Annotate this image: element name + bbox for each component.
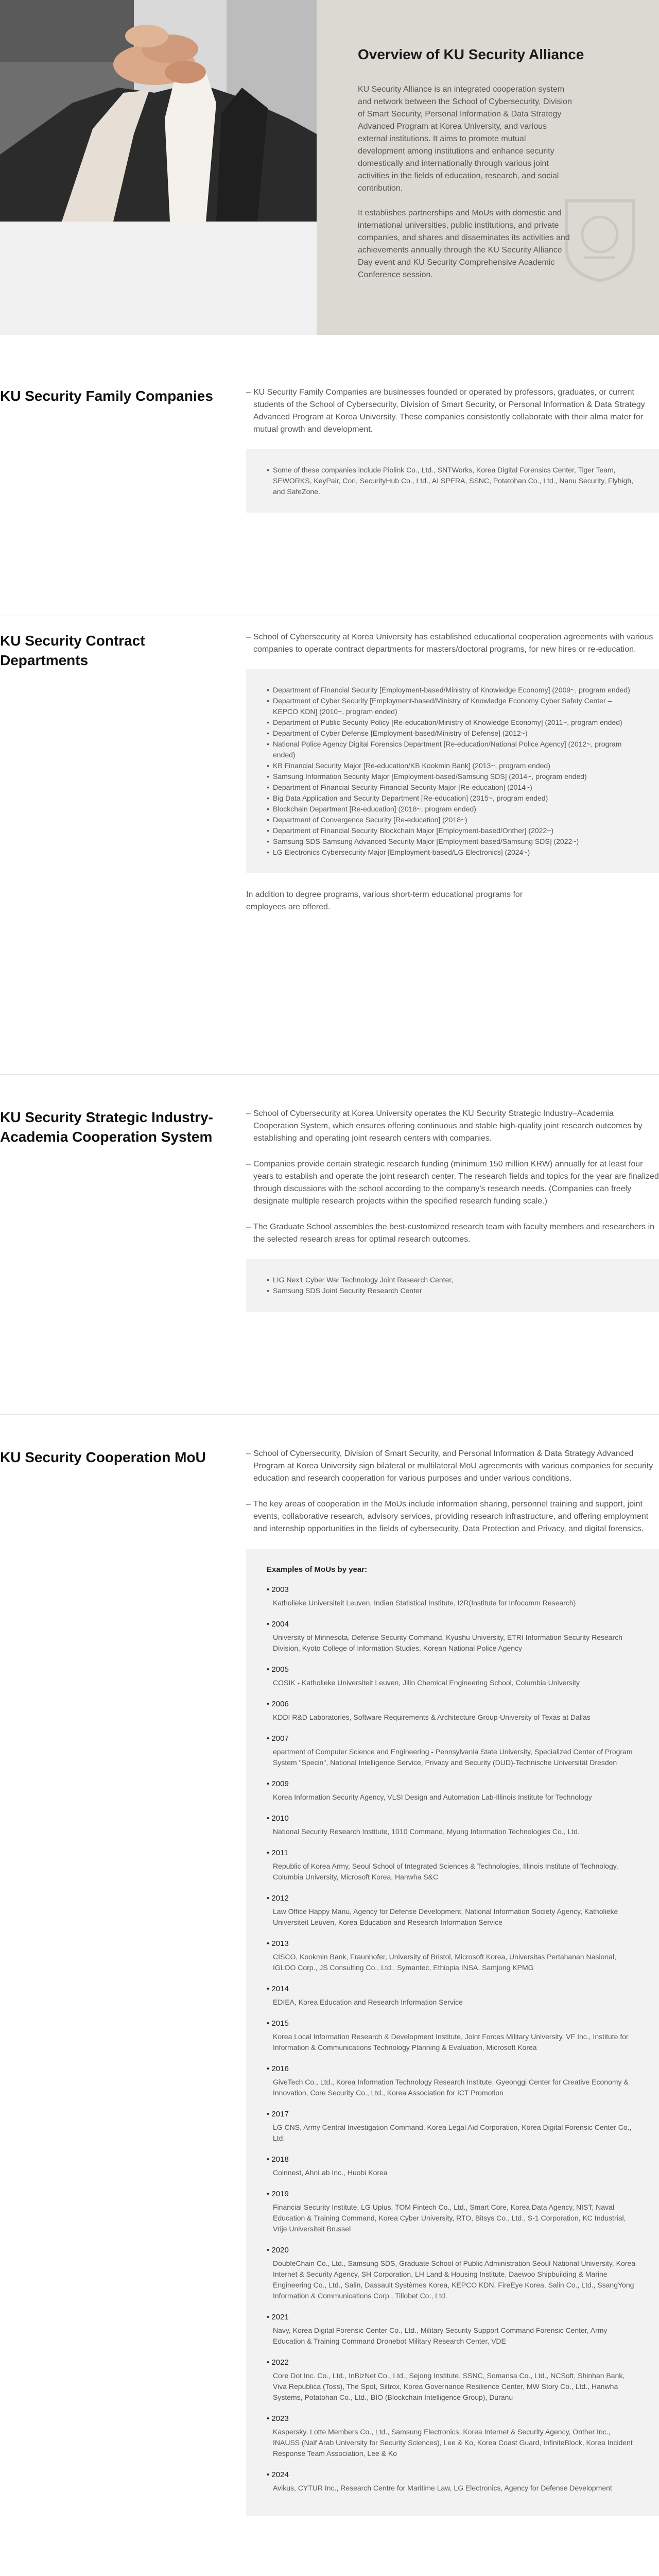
mou-examples-box — [246, 1549, 659, 2516]
mou-year: • 2022 — [267, 2357, 638, 2368]
contract-department-item: • Department of Public Security Policy [Re-education/Ministry of Knowledge Economy] (2011~, program ended) — [267, 717, 638, 728]
mou-year: • 2023 — [267, 2413, 638, 2424]
overview-paragraph-1: KU Security Alliance is an integrated cooperation system and network between the School of Cybersecurity, Division of Smart Security, Personal Information & Data Strategy Advanced Program at Korea University, and various external institutions. It aims to promote mutual development among institutions and enhance security domestically and internationally through various joint activities in the fields of education, research, and social contribution. — [358, 85, 572, 193]
mou-partners: University of Minnesota, Defense Security Command, Kyushu University, ETRI Information Security Research Division, Kyoto College of Information Studies, Korean National Police Agency — [273, 1633, 622, 1652]
mou-partners: Katholieke Universiteit Leuven, Indian Statistical Institute, I2R(Institute for Infocomm Research) — [273, 1599, 576, 1607]
mou-year-block — [267, 1848, 638, 1883]
mou-partners: EDIEA, Korea Education and Research Information Service — [273, 1998, 463, 2006]
industry-academia-title: KU Security Strategic Industry-Academia Cooperation System — [0, 1109, 213, 1145]
mou-year: • 2017 — [267, 2109, 638, 2120]
mou-year: • 2021 — [267, 2312, 638, 2323]
mou-year-block — [267, 2245, 638, 2301]
mou-year: • 2013 — [267, 1938, 638, 1949]
contract-department-item: • KB Financial Security Major [Re-education/KB Kookmin Bank] (2013~, program ended) — [267, 760, 638, 771]
mou-year-block — [267, 1938, 638, 1973]
family-companies-box — [246, 449, 659, 513]
mou-year: • 2018 — [267, 2154, 638, 2165]
hero-hands-photo — [0, 0, 317, 222]
mou-partners: Coinnest, AhnLab Inc., Huobi Korea — [273, 2168, 388, 2177]
mou-year-block — [267, 2109, 638, 2144]
mou-year-block — [267, 1584, 638, 1608]
joint-research-center-item: • LIG Nex1 Cyber War Technology Joint Research Center, — [267, 1275, 638, 1285]
mou-partners: COSIK - Katholieke Universiteit Leuven, Jilin Chemical Engineering School, Columbia University — [273, 1679, 580, 1687]
mou-year-block — [267, 1813, 638, 1837]
mou-year-block — [267, 2018, 638, 2053]
mou-year: • 2007 — [267, 1733, 638, 1744]
contract-department-item: • Samsung Information Security Major [Employment-based/Samsung SDS] (2014~, program ended) — [267, 771, 638, 782]
contract-department-item: • Department of Financial Security Financial Security Major [Re-education] (2014~) — [267, 782, 638, 793]
mou-year: • 2024 — [267, 2469, 638, 2480]
mou-year: • 2010 — [267, 1813, 638, 1824]
mou-year: • 2006 — [267, 1699, 638, 1709]
mou-year: • 2015 — [267, 2018, 638, 2029]
mou-year-block — [267, 1699, 638, 1723]
mou-partners: Korea Information Security Agency, VLSI Design and Automation Lab-Illinois Institute for Technology — [273, 1793, 592, 1801]
mou-year: • 2005 — [267, 1664, 638, 1675]
mou-partners: Navy, Korea Digital Forensic Center Co., Ltd., Military Security Support Command Forensic Center, Army Education & Training Command Dronebot Military Research Center, VDE — [273, 2326, 608, 2345]
contract-departments-box — [246, 669, 659, 873]
mou-year-block — [267, 1984, 638, 2008]
contract-department-item: • Department of Financial Security [Employment-based/Ministry of Knowledge Economy] (2009~, program ended) — [267, 685, 638, 696]
mou-year: • 2020 — [267, 2245, 638, 2256]
joint-research-center-item: • Samsung SDS Joint Security Research Center — [267, 1285, 638, 1296]
family-companies-description: – KU Security Family Companies are businesses founded or operated by professors, graduates, or current students of the School of Cybersecurity, Division of Smart Security, or Personal Information & Data Strategy Advanced Program at Korea University. These companies consistently collaborate with their alma mater for mutual growth and development. — [246, 386, 659, 436]
mou-partners: LG CNS, Army Central Investigation Command, Korea Legal Aid Corporation, Korea Digital Forensic Center Co., Ltd. — [273, 2123, 632, 2142]
mou-examples-heading: Examples of MoUs by year: — [267, 1565, 368, 1574]
mou-year-block — [267, 1664, 638, 1688]
contract-department-item: • Blockchain Department [Re-education] (2018~, program ended) — [267, 804, 638, 815]
mou-partners: National Security Research Institute, 1010 Command, Myung Information Technologies Co., Ltd. — [273, 1827, 580, 1836]
contract-departments-title: KU Security Contract Departments — [0, 633, 145, 668]
family-companies-title: KU Security Family Companies — [0, 388, 213, 404]
mou-partners: CISCO, Kookmin Bank, Fraunhofer, University of Bristol, Microsoft Korea, Universitas Pertahanan Nasional, IGLOO Corp., JS Consulting Co., Ltd., Symantec, Ethiopia INSA, Samjong KPMG — [273, 1953, 616, 1972]
mou-year-block — [267, 1893, 638, 1928]
mou-partners: Financial Security Institute, LG Uplus, TOM Fintech Co., Ltd., Smart Core, Korea Data Agency, NIST, Naval Education & Training Command, Korea Cyber University, RTO, Bitsys Co., Ltd., S-1 Corporation, KC Industrial, Vrije Universiteit Brussel — [273, 2203, 626, 2233]
contract-departments-footnote: In addition to degree programs, various short-term educational programs for employees are offered. — [246, 890, 523, 911]
mou-year-block — [267, 2063, 638, 2098]
contract-department-item: • National Police Agency Digital Forensics Department [Re-education/National Police Agency] (2012~, program ended) — [267, 739, 638, 760]
mou-partners: epartment of Computer Science and Engineering - Pennsylvania State University, Specialized Center of Program System "Specin", National Intelligence Service, Privacy and Security (DUD)-Technische Universität Dresden — [273, 1748, 633, 1767]
mou-year-block — [267, 2357, 638, 2403]
overview-panel — [317, 0, 659, 335]
mou-partners: KDDI R&D Laboratories, Software Requirements & Architecture Group-University of Texas at Dallas — [273, 1713, 591, 1721]
mou-year-block — [267, 2413, 638, 2459]
mou-year: • 2019 — [267, 2189, 638, 2199]
hero — [0, 0, 659, 335]
section-divider — [0, 1414, 659, 1415]
mou-partners: Kaspersky, Lotte Members Co., Ltd., Samsung Electronics, Korea Internet & Security Agency, Onther Inc., INAUSS (Naif Arab University for Security Sciences), Lee & Ko, Korea Coast Guard, InfiniteBlock, Korea Incident Response Team Association, Lee & Ko — [273, 2428, 633, 2458]
mou-year: • 2016 — [267, 2063, 638, 2074]
mou-partners: Avikus, CYTUR Inc., Research Centre for Maritime Law, LG Electronics, Agency for Defense Development — [273, 2484, 612, 2492]
mou-year-block — [267, 2312, 638, 2347]
mou-year-block — [267, 1619, 638, 1654]
mou-partners: Core Dot Inc. Co., Ltd., InBizNet Co., Ltd., Sejong Institute, SSNC, Somansa Co., Ltd., NCSoft, Shinhan Bank, Viva Republica (Toss), The Spot, Siltrox, Korea Governance Resilience Center, MW Story Co., Ltd., Hanwha Systems, Potatohan Co., Ltd., BIO (Blockchain Intelligence Group), Duranu — [273, 2371, 625, 2401]
joint-research-centers-box — [246, 1259, 659, 1312]
contract-department-item: • Big Data Application and Security Department [Re-education] (2015~, program ended) — [267, 793, 638, 804]
mou-year-block — [267, 2189, 638, 2234]
contract-department-item: • Department of Cyber Security [Employment-based/Ministry of Knowledge Economy Cyber Safety Center – KEPCO KDN] (2010~, program ended) — [267, 696, 638, 717]
contract-departments-description: – School of Cybersecurity at Korea University has established educational cooperation agreements with various companies to operate contract departments for masters/doctoral programs, for new hires or re-education. — [246, 631, 659, 656]
mou-year: • 2012 — [267, 1893, 638, 1904]
contract-department-item: • Department of Convergence Security [Re-education] (2018~) — [267, 815, 638, 825]
mou-title: KU Security Cooperation MoU — [0, 1449, 206, 1465]
university-seal-watermark — [561, 196, 638, 283]
mou-paragraph-2: – The key areas of cooperation in the MoUs include information sharing, personnel training and support, joint events, collaborative research, advisory services, providing research infrastructure, and offering employment and internship opportunities in the fields of cybersecurity, Data Protection and Privacy, and digital forensics. — [246, 1498, 659, 1535]
contract-department-item: • Department of Cyber Defense [Employment-based/Ministry of Defense] (2012~) — [267, 728, 638, 739]
contract-department-item: • LG Electronics Cybersecurity Major [Employment-based/LG Electronics] (2024~) — [267, 847, 638, 858]
contract-department-item: • Samsung SDS Samsung Advanced Security Major [Employment-based/Samsung SDS] (2022~) — [267, 836, 638, 847]
mou-year: • 2014 — [267, 1984, 638, 1994]
mou-year-block — [267, 1733, 638, 1768]
mou-paragraph-1: – School of Cybersecurity, Division of Smart Security, and Personal Information & Data Strategy Advanced Program at Korea University sign bilateral or multilateral MoU agreements with various companies for security education and research cooperation for various purposes and under various conditions. — [246, 1448, 659, 1485]
mou-year: • 2009 — [267, 1778, 638, 1789]
mou-partners: Republic of Korea Army, Seoul School of Integrated Sciences & Technologies, Illinois Institute of Technology, Columbia University, Microsoft Korea, Hanwha S&C — [273, 1862, 618, 1881]
overview-title: Overview of KU Security Alliance — [358, 46, 584, 62]
mou-year: • 2003 — [267, 1584, 638, 1595]
mou-partners: DoubleChain Co., Ltd., Samsung SDS, Graduate School of Public Administration Seoul National University, Korea Internet & Security Agency, SH Corporation, LH Land & Housing Institute, Daewoo Shipbuilding & Marine Engineering Co., Ltd., Salin, Dassault Systèmes Korea, KEPCO KDN, FireEye Korea, Salin Co., Ltd., SsangYong Information & Communications Corp., Tillobet Co., Ltd. — [273, 2259, 635, 2300]
mou-year-block — [267, 2154, 638, 2178]
mou-partners: GiveTech Co., Ltd., Korea Information Technology Research Institute, Gyeonggi Center for Creative Economy & Innovation, Core Security Co., Ltd., Korea Association for ICT Promotion — [273, 2078, 629, 2097]
mou-year: • 2011 — [267, 1848, 638, 1858]
family-companies-list: • Some of these companies include Piolink Co., Ltd., SNTWorks, Korea Digital Forensics Center, Tiger Team, SEWORKS, KeyPair, Cori, SecurityHub Co., Ltd., AI SPERA, SSNC, Potatohan Co., Ltd., Nanu Security, Flyhigh, and SafeZone. — [267, 465, 638, 497]
mou-year-block — [267, 2469, 638, 2494]
mou-year-block — [267, 1778, 638, 1803]
contract-department-item: • Department of Financial Security Blockchain Major [Employment-based/Onther] (2022~) — [267, 825, 638, 836]
industry-academia-paragraph-1: – School of Cybersecurity at Korea University operates the KU Security Strategic Industry–Academia Cooperation System, which ensures offering continuous and stable high-quality joint research outcomes by establishing and operating joint research centers with companies. — [246, 1108, 659, 1145]
mou-year: • 2004 — [267, 1619, 638, 1630]
section-divider — [0, 1074, 659, 1075]
industry-academia-paragraph-2: – Companies provide certain strategic research funding (minimum 150 million KRW) annually for at least four years to establish and operate the joint research center. The research fields and topics for the year are finalized through discussions with the school according to the company's research needs. (Companies can freely designate multiple research projects within the specified research funding scale.) — [246, 1158, 659, 1208]
mou-year-list — [267, 1584, 638, 2494]
industry-academia-paragraph-3: – The Graduate School assembles the best-customized research team with faculty members and researchers in the selected research areas for optimal research outcomes. — [246, 1221, 659, 1246]
mou-partners: Law Office Happy Manu, Agency for Defense Development, National Information Society Agency, Katholieke Universiteit Leuven, Korea Education and Research Information Service — [273, 1907, 618, 1926]
overview-paragraph-2: It establishes partnerships and MoUs with domestic and international universities, public institutions, and private companies, and shares and disseminates its activities and achievements annually through the KU Security Alliance Day event and KU Security Comprehensive Academic Conference session. — [358, 209, 570, 279]
mou-partners: Korea Local Information Research & Development Institute, Joint Forces Military University, VF Inc., Institute for Information & Communications Technology Planning & Evaluation, Microsoft Korea — [273, 2032, 629, 2052]
